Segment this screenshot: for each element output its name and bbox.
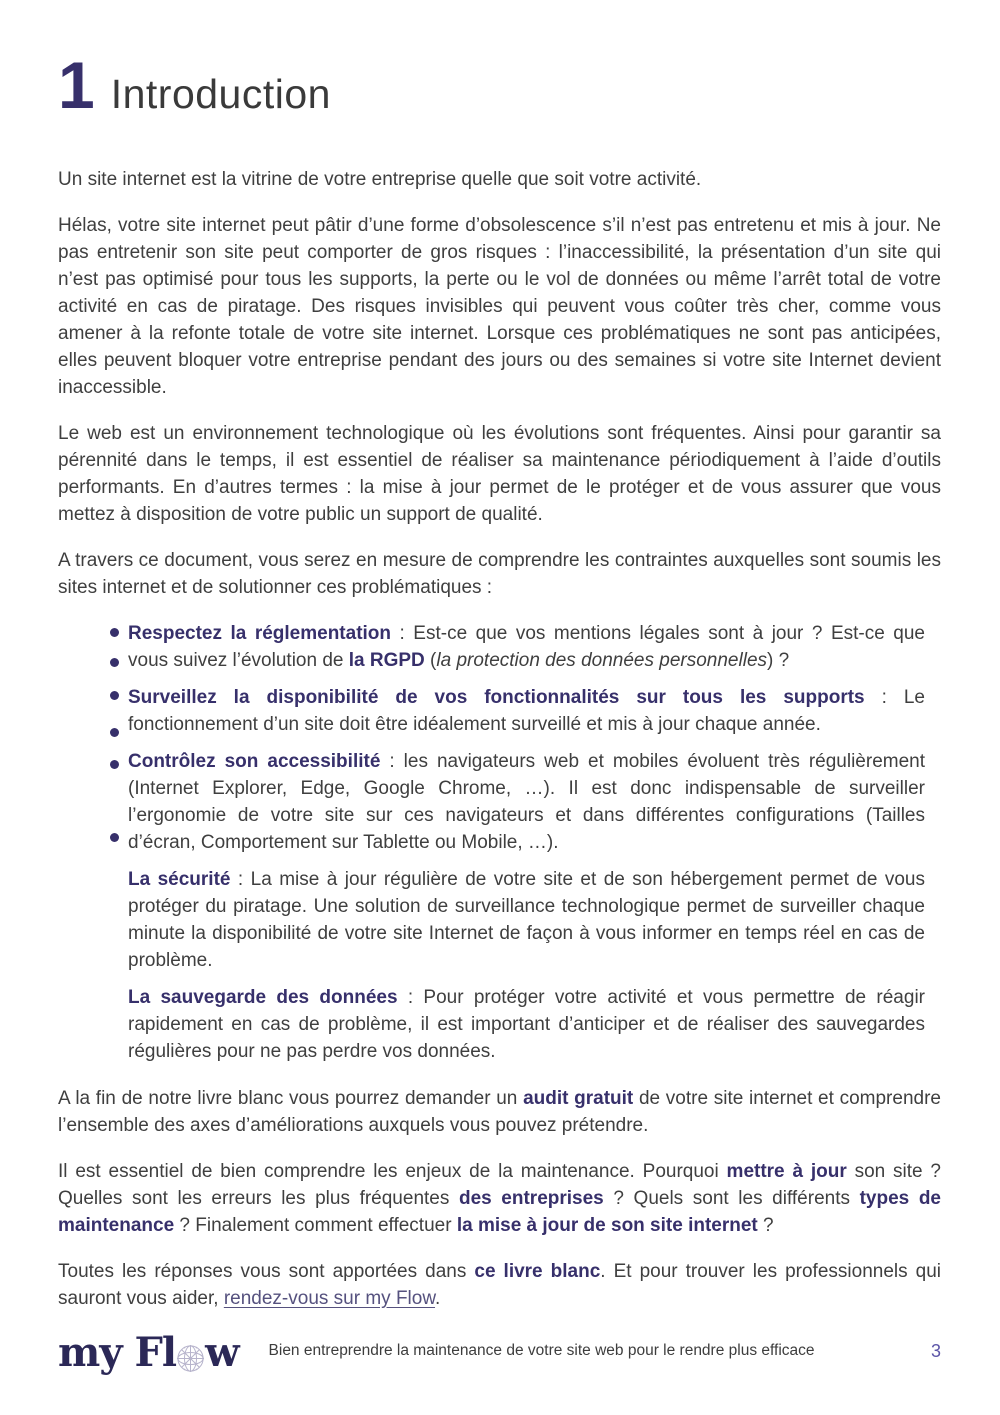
bullet-icon [110, 760, 119, 769]
text-segment: : Est-ce que vos mentions légales sont à jour ? Est-ce que vous suivez l’évolution de [128, 623, 925, 671]
text-segment: Respectez la réglementation [128, 623, 392, 644]
text-segment: : Le fonctionnement d’un site doit être idéalement surveillé et mis à jour chaque année. [128, 687, 925, 735]
text-segment: A travers ce document, vous serez en mesure de comprendre les contraintes auxquelles sont soumis les sites internet et de solutionner ces problématiques : [58, 550, 941, 598]
list-item-text [128, 869, 925, 971]
globe-icon [177, 1345, 204, 1372]
bullet-icon [110, 691, 119, 700]
text-segment: La sauvegarde des données [128, 987, 398, 1008]
bullet-icon [110, 658, 119, 667]
text-segment: Hélas, votre site internet peut pâtir d’une forme d’obsolescence s’il n’est pas entretenu et mis à jour. Ne pas entretenir son site peut comporter de gros risques : l’inaccessibilité, la présentation d’un site qui n’est pas optimisé pour tous les supports, la perte ou le vol de données ou même l’arrêt total de votre activité en cas de piratage. Des risques invisibles qui peuvent vous coûter très cher, comme vous amener à la refonte totale de votre site internet. Lorsque ces problématiques ne sont pas anticipées, elles peuvent bloquer votre entreprise pendant des jours ou des semaines si votre site Internet devient inaccessible. [58, 215, 941, 398]
text-segment: ? Quels sont les différents [603, 1188, 860, 1209]
footer-tagline: Bien entreprendre la maintenance de votre site web pour le rendre plus efficace [268, 1342, 815, 1359]
text-segment: : les navigateurs web et mobiles évoluent très régulièrement (Internet Explorer, Edge, Google Chrome, …). Il est donc indispensable de surveiller l’ergonomie de votre site sur ces navigateurs et dans différentes configurations (Tailles d’écran, Comportement sur Tablette ou Mobile, …). [128, 751, 926, 853]
logo-text-left: my Fl [58, 1329, 177, 1376]
list-item-text [128, 687, 925, 735]
myflow-logo [58, 1329, 239, 1376]
bullet-icon [110, 833, 119, 842]
text-segment: A la fin de notre livre blanc vous pourrez demander un [58, 1088, 524, 1109]
intro-paragraph-1 [58, 166, 941, 193]
list-item-accessibilite [128, 748, 925, 856]
list-item-sauvegarde [128, 984, 925, 1065]
closing-paragraph-1 [58, 1085, 941, 1139]
text-segment: ? [757, 1215, 774, 1236]
intro-paragraph-3 [58, 420, 941, 528]
text-segment: . Et pour trouver les professionnels qui sauront vous aider, [58, 1261, 941, 1309]
page-number: 3 [930, 1340, 941, 1361]
text-segment: Surveillez la disponibilité de vos fonctionnalités sur tous les supports [128, 687, 865, 708]
page-footer [58, 1329, 941, 1376]
intro-paragraph-4 [58, 547, 941, 601]
list-item-disponibilite [128, 684, 925, 738]
text-segment: : La mise à jour régulière de votre site et de son hébergement permet de vous protéger du piratage. Une solution de surveillance technologique permet de surveiller chaque minute la disponibilité de votre site Internet de façon à vous informer en temps réel en cas de problème. [128, 869, 926, 971]
text-segment: types de maintenance [58, 1188, 942, 1236]
text-segment: la RGPD [348, 650, 425, 671]
myflow-link[interactable]: rendez-vous sur my Flow [223, 1288, 436, 1309]
intro-paragraph-2 [58, 212, 941, 401]
section-heading [58, 48, 941, 122]
text-segment: son site ? Quelles sont les erreurs les plus fréquentes [58, 1161, 941, 1209]
text-segment: La sécurité [128, 869, 231, 890]
list-item-text [128, 623, 925, 671]
section-number: 1 [58, 48, 95, 122]
bullet-icon [110, 728, 119, 737]
bullet-icon [110, 628, 119, 637]
logo-text-right: w [205, 1329, 239, 1376]
text-segment: Un site internet est la vitrine de votre entreprise quelle que soit votre activité. [58, 169, 702, 190]
text-segment: ce livre blanc [474, 1261, 601, 1282]
text-segment: ) ? [767, 650, 790, 671]
constraints-list [58, 620, 941, 1065]
list-item-securite [128, 866, 925, 974]
section-title: Introduction [110, 71, 331, 117]
text-segment: ( [424, 650, 437, 671]
text-segment: la mise à jour de son site internet [456, 1215, 758, 1236]
text-segment: des entreprises [458, 1188, 604, 1209]
text-segment: de votre site internet et comprendre l’ensemble des axes d’améliorations auxquels vous pouvez prétendre. [58, 1088, 941, 1136]
text-segment: audit gratuit [523, 1088, 634, 1109]
text-segment: : Pour protéger votre activité et vous permettre de réagir rapidement en cas de problème, il est important d’anticiper et de réaliser des sauvegardes régulières pour ne pas perdre vos données. [128, 987, 925, 1062]
list-item-text [128, 987, 925, 1062]
text-segment: mettre à jour [726, 1161, 847, 1182]
text-segment: ? Finalement comment effectuer [174, 1215, 457, 1236]
list-item-text [128, 751, 925, 853]
text-segment: la protection des données personnelles [436, 650, 768, 671]
text-segment: . [435, 1288, 441, 1309]
text-segment: Contrôlez son accessibilité [128, 751, 381, 772]
text-segment: Le web est un environnement technologique où les évolutions sont fréquentes. Ainsi pour garantir sa pérennité dans le temps, il est essentiel de réaliser sa maintenance périodiquement à l’aide d’outils performants. En d’autres termes : la mise à jour permet de le protéger et de vous assurer que vous mettez à disposition de votre public un support de qualité. [58, 423, 941, 525]
closing-paragraph-3 [58, 1258, 941, 1312]
list-item-reglementation [128, 620, 925, 674]
text-segment: Il est essentiel de bien comprendre les enjeux de la maintenance. Pourquoi [58, 1161, 727, 1182]
closing-paragraph-2 [58, 1158, 941, 1239]
text-segment: Toutes les réponses vous sont apportées dans [58, 1261, 475, 1282]
